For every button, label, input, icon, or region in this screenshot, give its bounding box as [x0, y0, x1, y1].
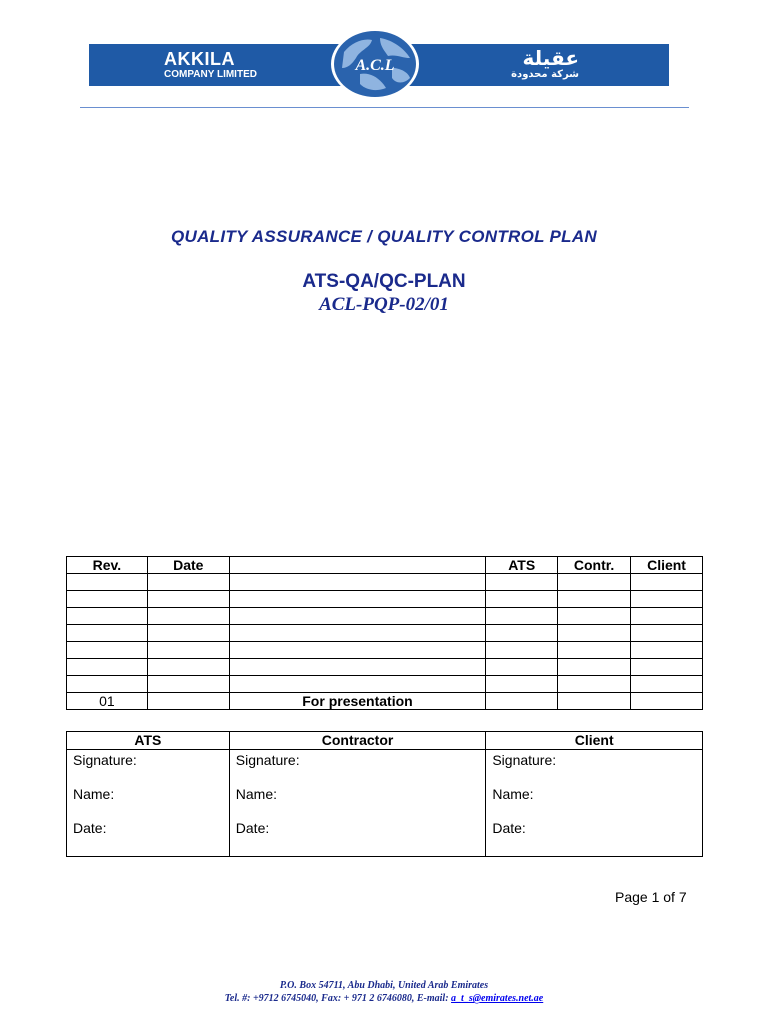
signature-header-row	[67, 732, 703, 750]
table-row	[67, 659, 703, 676]
header-contr: Contr.	[558, 557, 631, 574]
brand-name-arabic: عقيلة	[522, 46, 579, 70]
table-row	[67, 693, 703, 710]
revision-table	[66, 556, 703, 710]
name-label: Name:	[492, 786, 534, 802]
signature-label: Signature:	[73, 752, 137, 768]
header-ats: ATS	[486, 557, 558, 574]
rev-description: For presentation	[229, 693, 486, 710]
document-code: ATS-QA/QC-PLAN	[302, 271, 466, 292]
header-date: Date	[147, 557, 229, 574]
footer-contact	[0, 993, 768, 1004]
signature-label: Signature:	[492, 752, 557, 768]
header-divider	[80, 107, 689, 108]
signature-table	[66, 731, 703, 857]
name-label: Name:	[235, 786, 278, 802]
email-link[interactable]: a_t_s@emirates.net.ae	[451, 993, 544, 1004]
logo-text: A.C.L	[355, 57, 395, 74]
brand-arabic	[511, 47, 579, 81]
document-reference: ACL-PQP-02/01	[319, 294, 449, 315]
signature-label: Signature:	[235, 752, 300, 768]
header-rev: Rev.	[67, 557, 148, 574]
document-title: QUALITY ASSURANCE / QUALITY CONTROL PLAN	[170, 227, 597, 246]
brand-subtitle-arabic: شركة محدودة	[511, 69, 579, 80]
page-number: Page 1 of 7	[615, 889, 687, 905]
table-row	[67, 591, 703, 608]
footer-address: P.O. Box 54711, Abu Dhabi, United Arab Emirates	[279, 980, 489, 991]
table-row	[67, 676, 703, 693]
footer-contact-text: Tel. #: +9712 6745040, Fax: + 971 2 6746080, E-mail:	[224, 993, 452, 1004]
contractor-signature-cell	[229, 750, 486, 857]
table-row	[67, 642, 703, 659]
header-client: Client	[631, 557, 703, 574]
sig-header-client: Client	[486, 732, 703, 750]
name-label: Name:	[73, 786, 115, 802]
date-label: Date:	[492, 820, 526, 836]
table-row	[67, 574, 703, 591]
brand-name: AKKILA	[164, 49, 235, 69]
signature-row	[67, 750, 703, 857]
rev-number: 01	[67, 693, 148, 710]
header-description	[229, 557, 486, 574]
sig-header-ats: ATS	[67, 732, 230, 750]
client-signature-cell	[486, 750, 703, 857]
brand-subtitle: COMPANY LIMITED	[164, 69, 257, 80]
globe-logo-icon	[330, 28, 420, 100]
revision-header-row	[67, 557, 703, 574]
table-row	[67, 625, 703, 642]
sig-header-contractor: Contractor	[229, 732, 486, 750]
ats-signature-cell	[67, 750, 230, 857]
brand-english	[164, 50, 257, 81]
date-label: Date:	[235, 820, 270, 836]
date-label: Date:	[73, 820, 107, 836]
table-row	[67, 608, 703, 625]
